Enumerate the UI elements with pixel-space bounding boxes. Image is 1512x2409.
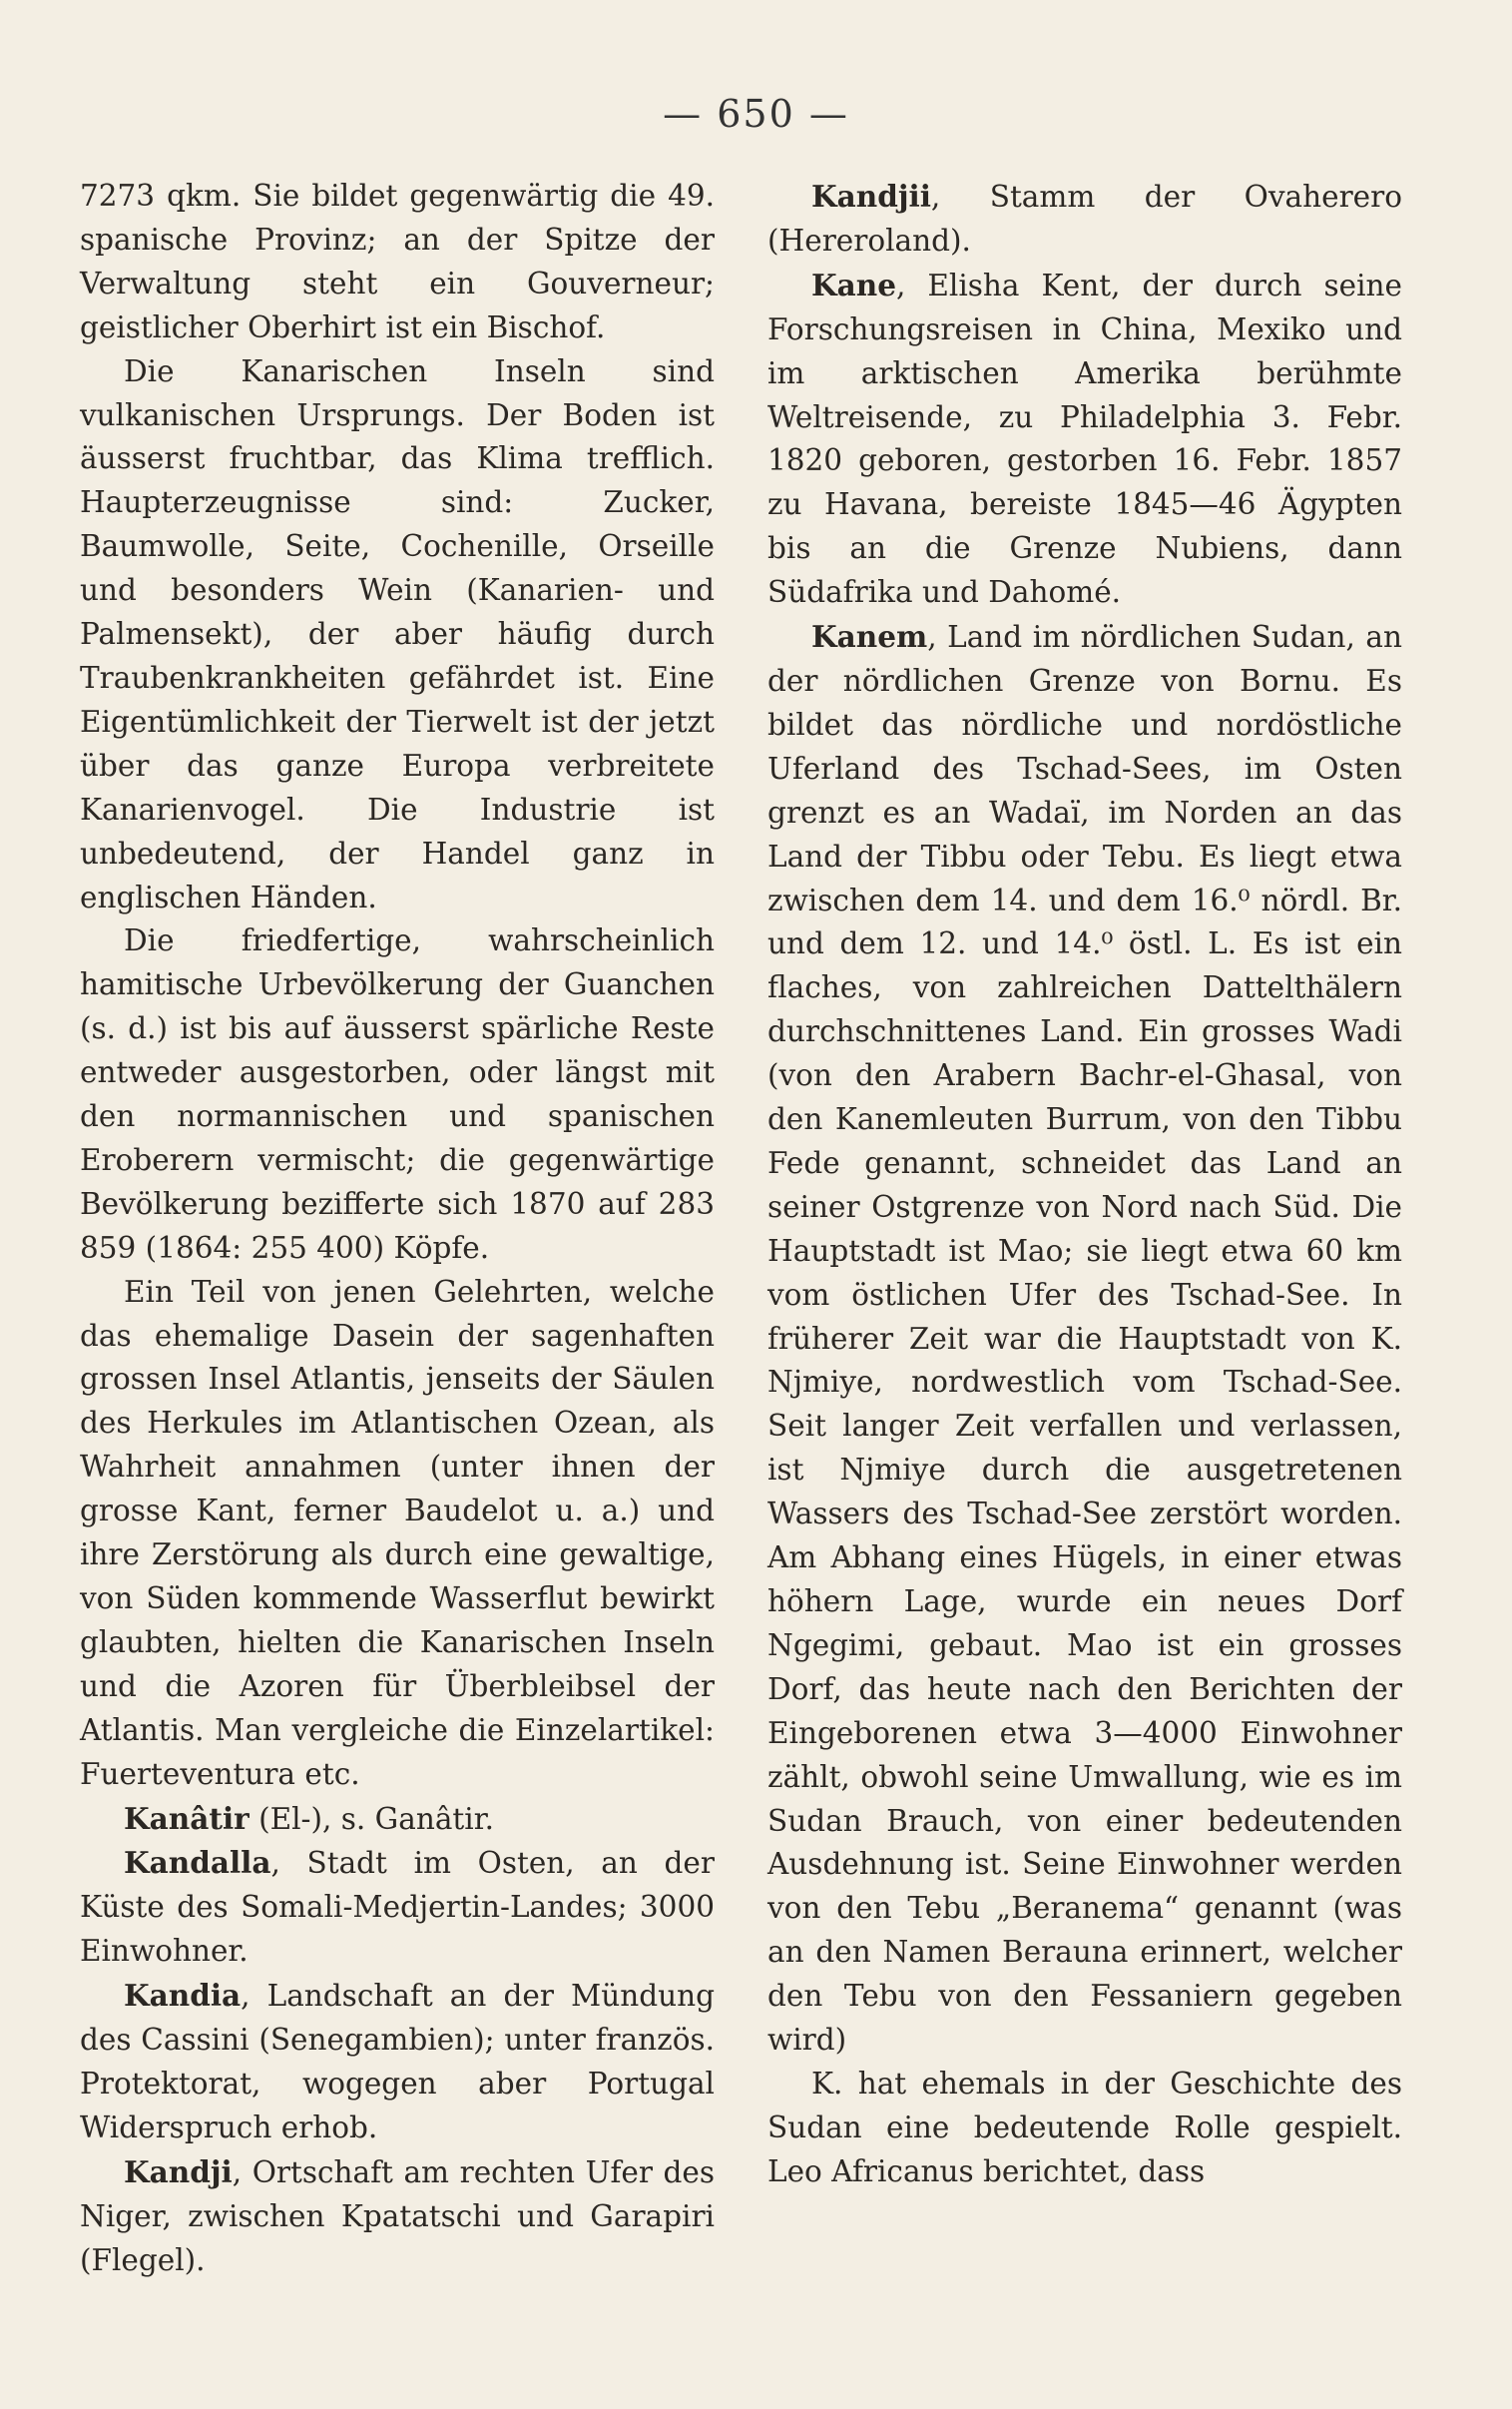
headword: Kandia bbox=[124, 1978, 242, 2014]
headword: Kane bbox=[811, 267, 896, 302]
headword: Kandji bbox=[124, 2153, 233, 2189]
entry-kandia: Kandia, Landschaft an der Mündung des Cassini (Senegambien); unter französ. Protektorat, wogegen aber Portugal Widerspruch erhob. bbox=[80, 1978, 715, 2144]
entry-kanem: Kanem, Land im nördlichen Sudan, an der nördlichen Grenze von Bornu. Es bildet das nördliche und nordöstliche Uferland des Tschad-Sees, im Osten grenzt es an Wadaï, im Norden an das Land der Tibbu oder Tebu. Es liegt etwa zwischen dem 14. und dem 16.⁰ nördl. Br. und dem 12. und 14.⁰ östl. L. Es ist ein flaches, von zahlreichen Dattelthälern durchschnittenes Land. Ein grosses Wadi (von den Arabern Bachr-el-Ghasal, von den Kanemleuten Burrum, von den Tibbu Fede genannt, schneidet das Land an seiner Ostgrenze von Nord nach Süd. Die Hauptstadt ist Mao; sie liegt etwa 60 km vom östlichen Ufer des Tschad-See. In früherer Zeit war die Hauptstadt von K. Njmiye, nordwestlich vom Tschad-See. Seit langer Zeit verfallen und verlassen, ist Njmiye durch die ausgetretenen Wassers des Tschad-See zerstört worden. Am Abhang eines Hügels, in einer etwas höhern Lage, wurde ein neues Dorf Ngegimi, gebaut. Mao ist ein grosses Dorf, das heute nach den Berichten der Eingeborenen etwa 3—4000 Einwohner zählt, obwohl seine Umwallung, wie es im Sudan Brauch, von einer bedeutenden Ausdehnung ist. Seine Einwohner werden von den Tebu „Beranema“ genannt (was an den Namen Berauna erinnert, welcher den Tebu von den Fessaniern gegeben wird) bbox=[767, 619, 1402, 2058]
right-column bbox=[767, 175, 1402, 2194]
entry-kandji: Kandji, Ortschaft am rechten Ufer des Niger, zwischen Kpatatschi und Garapiri (Flegel). bbox=[80, 2153, 715, 2277]
headword: Kanem bbox=[811, 619, 928, 655]
entry-kandalla: Kandalla, Stadt im Osten, an der Küste des Somali-Medjertin-Landes; 3000 Einwohner. bbox=[80, 1845, 715, 1969]
paragraph: Die Kanarischen Inseln sind vulkanischen Ursprungs. Der Boden ist äusserst fruchtbar, das Klima trefflich. Haupterzeugnisse sind: Zucker, Baumwolle, Seite, Cochenille, Orseille und besonders Wein (Kanarien- und Palmensekt), der aber häufig durch Traubenkrankheiten gefährdet ist. Eine Eigentümlichkeit der Tierwelt ist der jetzt über das ganze Europa verbreitete Kanarienvogel. Die Industrie ist unbedeutend, der Handel ganz in englischen Händen. bbox=[80, 353, 715, 914]
page-number: — 650 — bbox=[663, 92, 849, 136]
paragraph: 7273 qkm. Sie bildet gegenwärtig die 49. spanische Provinz; an der Spitze der Verwaltung steht ein Gouverneur; geistlicher Oberhirt ist ein Bischof. bbox=[80, 179, 715, 344]
entry-kane: Kane, Elisha Kent, der durch seine Forschungsreisen in China, Mexiko und im arktischen Amerika berühmte Weltreisende, zu Philadelphia 3. Febr. 1820 geboren, gestorben 16. Febr. 1857 zu Havana, bereiste 1845—46 Ägypten bis an die Grenze Nubiens, dann Südafrika und Dahomé. bbox=[767, 267, 1402, 610]
paragraph: Ein Teil von jenen Gelehrten, welche das ehemalige Dasein der sagenhaften grossen Insel Atlantis, jenseits der Säulen des Herkules im Atlantischen Ozean, als Wahrheit annahmen (unter ihnen der grosse Kant, ferner Baudelot u. a.) und ihre Zerstörung als durch eine gewaltige, von Süden kommende Wasserflut bewirkt glaubten, hielten die Kanarischen Inseln und die Azoren für Überbleibsel der Atlantis. Man vergleiche die Einzelartikel: Fuerteventura etc. bbox=[80, 1274, 715, 1791]
entry-kanatir: Kanâtir (El-), s. Ganâtir. bbox=[124, 1800, 494, 1836]
entry-kandjii: Kandjii, Stamm der Ovaherero (Hereroland). bbox=[767, 179, 1402, 258]
paragraph: Die friedfertige, wahrscheinlich hamitische Urbevölkerung der Guanchen (s. d.) ist bis auf äusserst spärliche Reste entweder ausgestorben, oder längst mit den normannischen und spanischen Eroberern vermischt; die gegenwärtige Bevölkerung bezifferte sich 1870 auf 283 859 (1864: 255 400) Köpfe. bbox=[80, 923, 715, 1265]
paragraph: K. hat ehemals in der Geschichte des Sudan eine bedeutende Rolle gespielt. Leo Africanus berichtet, dass bbox=[767, 2066, 1402, 2188]
left-column bbox=[80, 175, 715, 2283]
headword: Kandjii bbox=[811, 179, 931, 214]
headword: Kanâtir bbox=[124, 1800, 250, 1836]
headword: Kandalla bbox=[124, 1845, 271, 1881]
